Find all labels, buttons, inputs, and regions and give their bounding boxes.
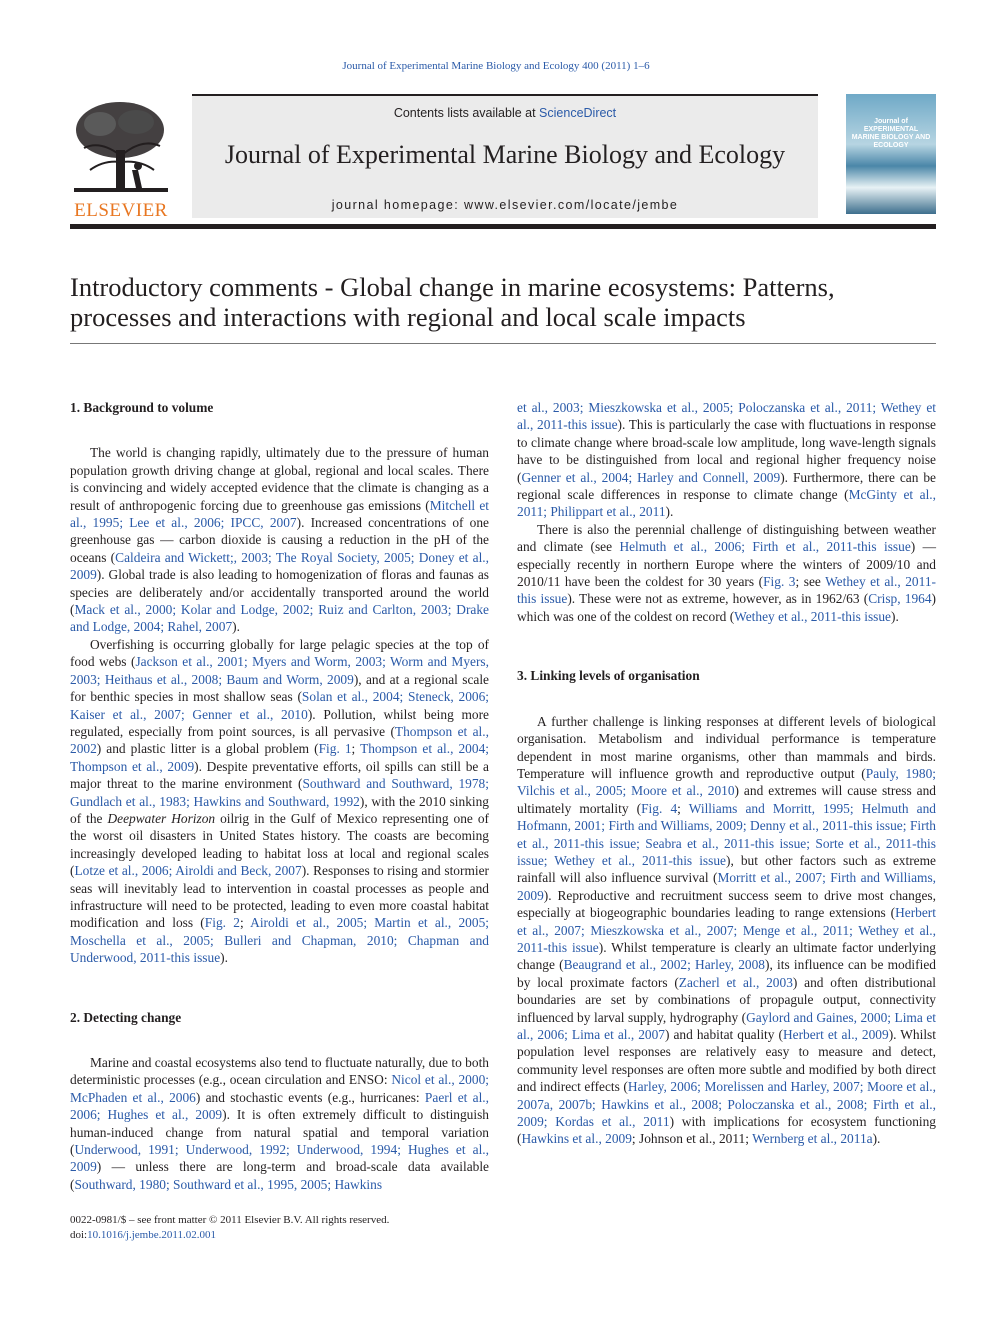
article-footer xyxy=(70,1213,489,1243)
cover-title: Journal of EXPERIMENTAL MARINE BIOLOGY AND ECOLOGY xyxy=(851,118,931,149)
title-rule xyxy=(70,343,936,344)
journal-cover-thumbnail-icon[interactable] xyxy=(846,94,936,214)
homepage-line xyxy=(192,198,818,212)
contents-line xyxy=(192,106,818,120)
section-heading-3: 3. Linking levels of organisation xyxy=(517,668,700,684)
journal-title: Journal of Experimental Marine Biology and Ecology xyxy=(224,140,786,169)
section-heading-1: 1. Background to volume xyxy=(70,400,214,415)
homepage-prefix: journal homepage: xyxy=(331,198,464,212)
homepage-url[interactable]: www.elsevier.com/locate/jembe xyxy=(463,198,679,212)
elsevier-tree-logo-icon xyxy=(70,100,172,221)
paragraph: The world is changing rapidly, ultimately due to the pressure of human population growth driving change at global, regional and local scales. There is convincing and widely accepted evidence that the climate is changing as a result of anthropogenic forcing due to greenhouse gas emissions (Mitchell et al., 1995; Lee et al., 2006; IPCC, 2007). Increased concentrations of one greenhouse gas — carbon dioxide is causing a reduction in the pH of the oceans (Caldeira and Wickett;, 2003; The Royal Society, 2005; Doney et al., 2009). Global trade is also leading to homogenization of floras and faunas as species are deliberately and/or accidentally transported around the world (Mack et al., 2000; Kolar and Lodge, 2002; Ruiz and Carlton, 2003; Drake and Lodge, 2004; Rahel, 2007). xyxy=(70,445,489,635)
journal-citation-line[interactable]: Journal of Experimental Marine Biology and Ecology 400 (2011) 1–6 xyxy=(342,60,650,72)
journal-header xyxy=(70,94,936,221)
doi-link[interactable]: 10.1016/j.jembe.2011.02.001 xyxy=(87,1229,216,1241)
paragraph: Overfishing is occurring globally for large pelagic species at the top of food webs (Jackson et al., 2001; Myers and Worm, 2003; Worm and Myers, 2003; Heithaus et al., 2008; Baum and Worm, 2009), and at a regional scale for benthic species in most shallow seas (Solan et al., 2004; Steneck, 2006; Kaiser et al., 2007; Genner et al., 2010). Pollution, whilst being more regulated, especially from point sources, is all pervasive (Thompson et al., 2002) and plastic litter is a global problem (Fig. 1; Thompson et al., 2004; Thompson et al., 2009). Despite preventative efforts, oil spills can still be a major threat to the marine environment (Southward and Southward, 1978; Gundlach et al., 1983; Hawkins and Southward, 1992), with the 2010 sinking of the Deepwater Horizon oilrig in the Gulf of Mexico representing one of the worst oil disasters in United States history. The coasts are becoming increasingly developed leading to habitat loss at local and regional scales (Lotze et al., 2006; Airoldi and Beck, 2007). Responses to rising and stormier seas will inevitably lead to intervention in coastal processes as people and infrastructure will need to be protected, leading to even more coastal habitat modification and loss (Fig. 2; Airoldi et al., 2005; Martin et al., 2005; Moschella et al., 2005; Bulleri and Chapman, 2010; Chapman and Underwood, 2011-this issue). xyxy=(70,636,490,966)
elsevier-wordmark: ELSEVIER xyxy=(74,200,168,221)
paragraph: A further challenge is linking responses at different levels of biological organisation. Metabolism and individual performance is temperature dependent in most marine organisms, other than mammals and birds. Temperature will influence growth and reproductive output (Pauly, 1980; Vilchis et al., 2005; Moore et al., 2010) and extremes will cause stress and ultimately mortality (Fig. 4; Williams and Morritt, 1995; Helmuth and Hofmann, 2001; Firth and Williams, 2009; Denny et al., 2011-this issue; Firth et al., 2011-this issue; Seabra et al., 2011-this issue; Sorte et al., 2011-this issue; Wethey et al., 2011-this issue), but other factors such as extreme rainfall will also influence survival (Morritt et al., 2007; Firth and Williams, 2009). Reproductive and recruitment success seem to drive most changes, especially at biogeographic boundaries leading to range extensions (Herbert et al., 2007; Mieszkowska et al., 2007; Menge et al., 2011; Wethey et al., 2011-this issue). Whilst temperature is clearly an ultimate factor underlying change (Beaugrand et al., 2002; Harley, 2008), its influence can be modified by local proximate factors (Zacherl et al., 2003) and often distributional boundaries are set by combinations of propagule output, connectivity influenced by larval supply, hydrography (Gaylord and Gaines, 2000; Lima et al., 2006; Lima et al., 2007) and habitat quality (Herbert et al., 2009). Whilst population level responses are relatively easy to measure and detect, community level responses are often more subtle and modified by both direct and indirect effects (Harley, 2006; Morelissen and Harley, 2007; Moore et al., 2007a, 2007b; Hawkins et al., 2008; Poloczanska et al., 2008; Firth et al., 2009; Kordas et al., 2011) with implications for ecosystem functioning (Hawkins et al., 2009; Johnson et al., 2011; Wernberg et al., 2011a). xyxy=(517,713,937,1147)
doi-prefix: doi: xyxy=(70,1229,88,1241)
header-rule xyxy=(70,224,936,229)
sciencedirect-link[interactable]: ScienceDirect xyxy=(539,106,617,120)
paragraph: Marine and coastal ecosystems also tend to fluctuate naturally, due to both deterministic processes (e.g., ocean circulation and ENSO: Nicol et al., 2000; McPhaden et al., 2006) and stochastic events (e.g., hurricanes: Paerl et al., 2006; Hughes et al., 2009). It is often extremely difficult to distinguish human-induced change from natural spatial and temporal variation (Underwood, 1991; Underwood, 1992; Underwood, 1994; Hughes et al., 2009) — unless there are long-term and broad-scale data available (Southward, 1980; Southward et al., 1995, 2005; Hawkins xyxy=(70,1055,489,1192)
section-heading-2: 2. Detecting change xyxy=(70,1009,182,1025)
right-column xyxy=(517,399,936,1148)
left-column xyxy=(70,399,489,1193)
paragraph: et al., 2003; Mieszkowska et al., 2005; Poloczanska et al., 2011; Wethey et al., 2011-this issue). This is particularly the case with fluctuations in response to climate change where broad-scale low amplitude, long wave-length signals have to be distinguished from local and regional higher frequency noise (Genner et al., 2004; Harley and Connell, 2009). Furthermore, there can be regional scale differences in response to climate change (McGinty et al., 2011; Philippart et al., 2011). xyxy=(517,400,936,520)
article-title: Introductory comments - Global change in marine ecosystems: Patterns, processes and interactions with regional and local scale impacts xyxy=(70,272,835,332)
contents-prefix: Contents lists available at xyxy=(393,106,540,120)
doi-line xyxy=(70,1228,489,1243)
journal-banner xyxy=(192,94,818,218)
issn-line: 0022-0981/$ – see front matter © 2011 Elsevier B.V. All rights reserved. xyxy=(70,1214,390,1226)
paragraph: There is also the perennial challenge of distinguishing between weather and climate (see Helmuth et al., 2006; Firth et al., 2011-this issue) — especially recently in northern Europe where the winters of 2009/10 and 2010/11 have been the coldest for 30 years (Fig. 3; see Wethey et al., 2011-this issue). These were not as extreme, however, as in 1962/63 (Crisp, 1964) which was one of the coldest on record (Wethey et al., 2011-this issue). xyxy=(517,521,937,624)
